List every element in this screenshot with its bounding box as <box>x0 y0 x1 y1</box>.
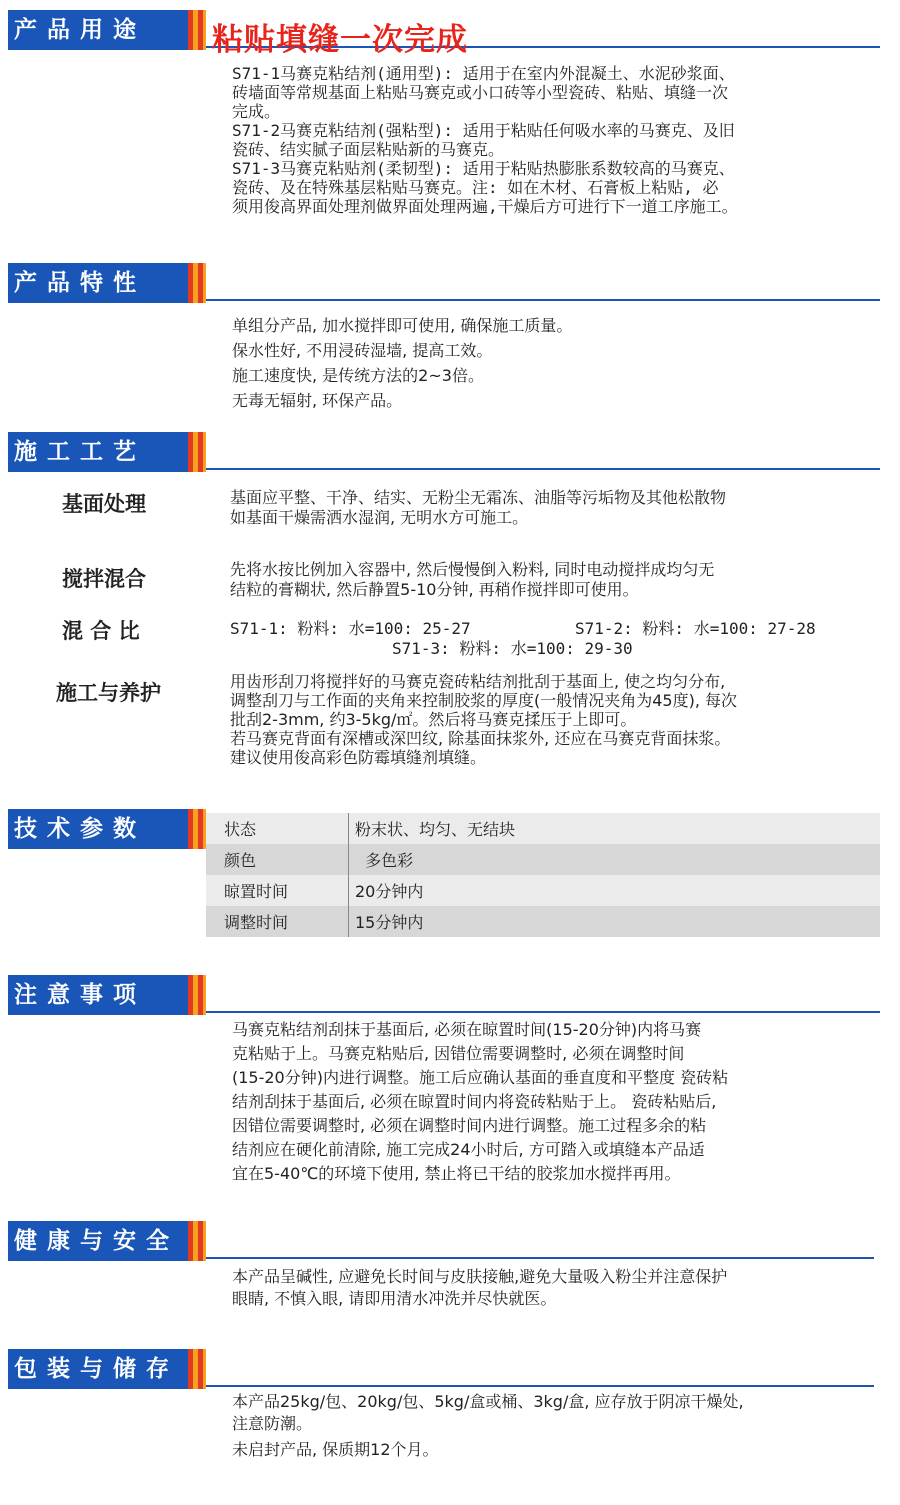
section-title-specs: 技术参数 <box>8 809 188 849</box>
table-row <box>206 844 880 875</box>
section-safety <box>0 1221 900 1316</box>
table-row <box>206 875 880 906</box>
section-usage <box>0 10 900 225</box>
subheading-mix: 搅拌混合 <box>62 567 146 591</box>
spec-value: 15分钟内 <box>355 913 424 932</box>
tagline: 粘贴填缝一次完成 <box>212 22 468 58</box>
section-title-usage: 产品用途 <box>8 10 188 50</box>
spec-value: 粉末状、均匀、无结块 <box>355 820 516 839</box>
section-process <box>0 432 900 782</box>
usage-text: S71-1马赛克粘结剂(通用型): 适用于在室内外混凝土、水泥砂浆面、 砖墙面等常规基面上粘贴马赛克或小口砖等小型瓷砖、粘贴、填缝一次 完成。 S71-2马赛克粘结剂(强粘型): 适用于粘贴任何吸水率的马赛克、及旧 瓷砖、结实腻子面层粘贴新的马赛克。 S71-3马赛克粘贴剂(柔韧型): 适用于粘贴热膨胀系数较高的马赛克、 瓷砖、及在特殊基层粘贴马赛克。注: 如在木材、石膏板上粘贴, 必 须用俊高界面处理剂做界面处理两遍,干燥后方可进行下一道工序施工。 <box>232 64 738 216</box>
section-title-safety: 健康与安全 <box>8 1221 188 1261</box>
care-text: 用齿形刮刀将搅拌好的马赛克瓷砖粘结剂批刮于基面上, 使之均匀分布, 调整刮刀与工作面的夹角来控制胶浆的厚度(一般情况夹角为45度), 每次 批刮2-3mm, 约3-5kg/㎡。然后将马赛克揉压于上即可。 若马赛克背面有深槽或深凹纹, 除基面抹浆外, 还应在马赛克背面抹浆。 建议使用俊高彩色防霉填缝剂填缝。 <box>230 672 738 767</box>
section-features <box>0 263 900 413</box>
spec-key: 晾置时间 <box>206 875 349 906</box>
spec-key: 状态 <box>206 813 349 844</box>
features-text: 单组分产品, 加水搅拌即可使用, 确保施工质量。 保水性好, 不用浸砖湿墙, 提高工效。 施工速度快, 是传统方法的2~3倍。 无毒无辐射, 环保产品。 <box>232 316 573 410</box>
section-title-notes: 注意事项 <box>8 975 188 1015</box>
section-rule <box>206 1257 874 1259</box>
spec-table <box>206 813 880 937</box>
section-rule <box>206 299 880 301</box>
table-row <box>206 906 880 937</box>
storage-text: 本产品25kg/包、20kg/包、5kg/盒或桶、3kg/盒, 应存放于阴凉干燥处, 注意防潮。 未启封产品, 保质期12个月。 <box>232 1392 744 1459</box>
section-title-storage: 包装与储存 <box>8 1349 188 1389</box>
ratio-3: S71-3: 粉料: 水=100: 29-30 <box>392 639 633 658</box>
safety-text: 本产品呈碱性, 应避免长时间与皮肤接触,避免大量吸入粉尘并注意保护 眼睛, 不慎入眼, 请即用清水冲洗并尽快就医。 <box>232 1267 728 1308</box>
spec-value: 多色彩 <box>355 851 414 870</box>
ratio-2: S71-2: 粉料: 水=100: 27-28 <box>575 619 816 638</box>
table-row <box>206 813 880 844</box>
section-rule <box>206 468 880 470</box>
subheading-base: 基面处理 <box>62 492 146 516</box>
ratio-1: S71-1: 粉料: 水=100: 25-27 <box>230 619 471 638</box>
section-notes <box>0 975 900 1195</box>
spec-key: 颜色 <box>206 844 349 875</box>
subheading-ratio: 混 合 比 <box>62 619 140 643</box>
section-title-process: 施工工艺 <box>8 432 188 472</box>
notes-text: 马赛克粘结剂刮抹于基面后, 必须在晾置时间(15-20分钟)内将马赛 克粘贴于上。马赛克粘贴后, 因错位需要调整时, 必须在调整时间 (15-20分钟)内进行调整。施工后应确认基面的垂直度和平整度 瓷砖粘 结剂刮抹于基面后, 必须在晾置时间内将瓷砖粘贴于上。 瓷砖粘贴后, 因错位需要调整时, 必须在调整时间内进行调整。施工过程多余的粘 结剂应在硬化前清除, 施工完成24小时后, 方可踏入或填缝本产品适 宜在5-40℃的环境下使用, 禁止将已干结的胶浆加水搅拌再用。 <box>232 1020 729 1183</box>
spec-key: 调整时间 <box>206 906 349 937</box>
section-storage <box>0 1349 900 1479</box>
base-text: 基面应平整、干净、结实、无粉尘无霜冻、油脂等污垢物及其他松散物 如基面干燥需洒水湿润, 无明水方可施工。 <box>230 488 727 527</box>
section-title-features: 产品特性 <box>8 263 188 303</box>
spec-value: 20分钟内 <box>355 882 424 901</box>
section-rule <box>206 1011 880 1013</box>
subheading-care: 施工与养护 <box>56 681 161 705</box>
section-rule <box>206 1385 874 1387</box>
section-specs <box>0 809 900 944</box>
mix-text: 先将水按比例加入容器中, 然后慢慢倒入粉料, 同时电动搅拌成均匀无 结粒的膏糊状, 然后静置5-10分钟, 再稍作搅拌即可使用。 <box>230 560 715 599</box>
